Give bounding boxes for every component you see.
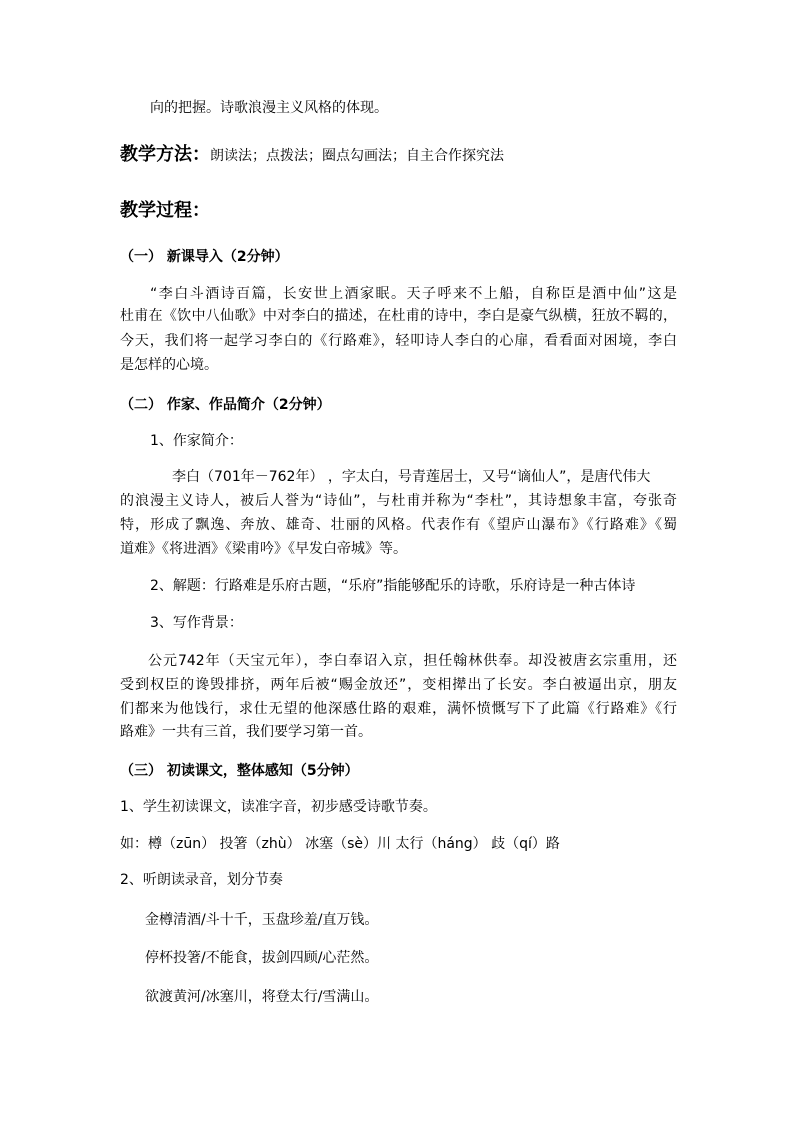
section-heading: （一） 新课导入（2分钟） xyxy=(120,249,289,265)
paragraph-line: 向的把握。诗歌浪漫主义风格的体现。 xyxy=(150,100,388,116)
paragraph-line: 李白（701年－762年） ，字太白，号青莲居士，又号“谪仙人”，是唐代伟大 xyxy=(172,469,651,485)
paragraph-line: 2、解题：行路难是乐府古题，“乐府”指能够配乐的诗歌，乐府诗是一种古体诗 xyxy=(150,578,636,594)
paragraph-line: 路难》一共有三首，我们要学习第一首。 xyxy=(120,724,372,740)
subsection-heading: 1、作家简介： xyxy=(150,433,243,449)
teaching-method-text: 朗读法；点拨法；圈点勾画法；自主合作探究法 xyxy=(210,148,504,164)
teaching-method-heading xyxy=(120,145,504,166)
teaching-process-heading: 教学过程： xyxy=(120,200,210,221)
section-heading: （二） 作家、作品简介（2分钟） xyxy=(120,397,331,413)
poem-line: 欲渡黄河/冰塞川，将登太行/雪满山。 xyxy=(145,989,379,1005)
section-heading: （三） 初读课文，整体感知（5分钟） xyxy=(120,763,359,779)
paragraph-line: 道难》《将进酒》《梁甫吟》《早发白帝城》等。 xyxy=(120,541,407,557)
subsection-heading: 2、听朗读录音，划分节奏 xyxy=(120,872,283,888)
paragraph-line: “李白斗酒诗百篇，长安世上酒家眠。天子呼来不上船，自称臣是酒中仙”这是 xyxy=(150,286,677,302)
heading-label: 教学方法： xyxy=(120,144,210,165)
subsection-heading: 3、写作背景： xyxy=(150,615,243,631)
paragraph-line: 今天，我们将一起学习李白的《行路难》，轻叩诗人李白的心扉，看看面对困境，李白 xyxy=(120,333,677,349)
paragraph-line: 特，形成了飘逸、奔放、雄奇、壮丽的风格。代表作有《望庐山瀑布》《行路难》《蜀 xyxy=(120,517,677,533)
paragraph-line: 们都来为他饯行，求仕无望的他深感仕路的艰难，满怀愤慨写下了此篇《行路难》《行 xyxy=(120,701,677,717)
paragraph-line: 杜甫在《饮中八仙歌》中对李白的描述，在杜甫的诗中，李白是豪气纵横，狂放不羁的， xyxy=(120,308,677,324)
paragraph-line: 1、学生初读课文，读准字音，初步感受诗歌节奏。 xyxy=(120,799,437,815)
poem-line: 停杯投箸/不能食，拔剑四顾/心茫然。 xyxy=(145,950,379,966)
poem-line: 金樽清酒/斗十千，玉盘珍羞/直万钱。 xyxy=(145,912,379,928)
paragraph-line: 的浪漫主义诗人，被后人誉为“诗仙”，与杜甫并称为“李杜”，其诗想象丰富，夸张奇 xyxy=(120,493,677,509)
pronunciation-line: 如：樽（zūn） 投箸（zhù） 冰塞（sè）川 太行（háng） 歧（qí）路 xyxy=(120,836,560,852)
paragraph-line: 公元742年（天宝元年），李白奉诏入京，担任翰林供奉。却没被唐玄宗重用，还 xyxy=(148,653,677,669)
paragraph-line: 是怎样的心境。 xyxy=(120,357,218,373)
paragraph-line: 受到权臣的谗毁排挤，两年后被“赐金放还”，变相撵出了长安。李白被逼出京，朋友 xyxy=(120,677,677,693)
